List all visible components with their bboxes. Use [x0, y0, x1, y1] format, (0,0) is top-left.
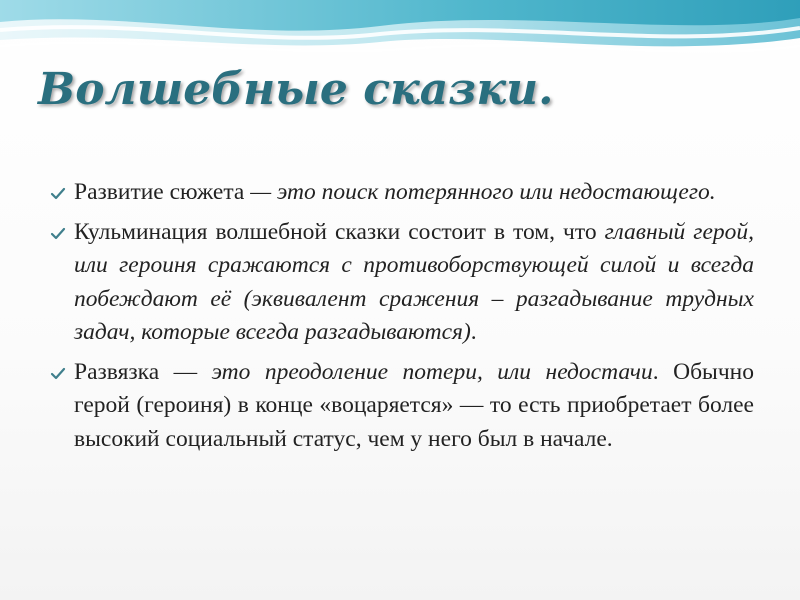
- bullet-3-text: Развязка —: [74, 358, 212, 385]
- bullet-list: [50, 176, 754, 462]
- checkmark-icon: [50, 226, 66, 242]
- bullet-1-text: Развитие сюжета: [74, 179, 245, 205]
- bullet-2-italic: главный герой, или героиня сражаются с противоборствующей силой и всегда побеждают её (эквивалент сражения – разгадывание трудных задач, которые всегда разгадываются): [74, 218, 755, 345]
- bullet-3-tail: . Обычно герой (героиня) в конце «воцаряется» — то есть приобретает более высокий социальный статус, чем у него был в начале.: [74, 358, 754, 452]
- bullet-3-italic: это преодоление потери, или недостачи: [211, 358, 653, 385]
- bullet-item-plot: [50, 176, 754, 210]
- checkmark-icon: [50, 366, 66, 382]
- bullet-1-italic: — это поиск потерянного или недостающего.: [244, 179, 716, 205]
- checkmark-icon: [50, 186, 66, 202]
- bullet-2-tail: .: [470, 319, 477, 345]
- bullet-item-resolution: [50, 356, 754, 457]
- bullet-item-climax: [50, 216, 754, 350]
- bullet-2-text: Кульминация волшебной сказки состоит в том, что: [74, 218, 605, 245]
- slide-title: Волшебные сказки.: [38, 64, 554, 115]
